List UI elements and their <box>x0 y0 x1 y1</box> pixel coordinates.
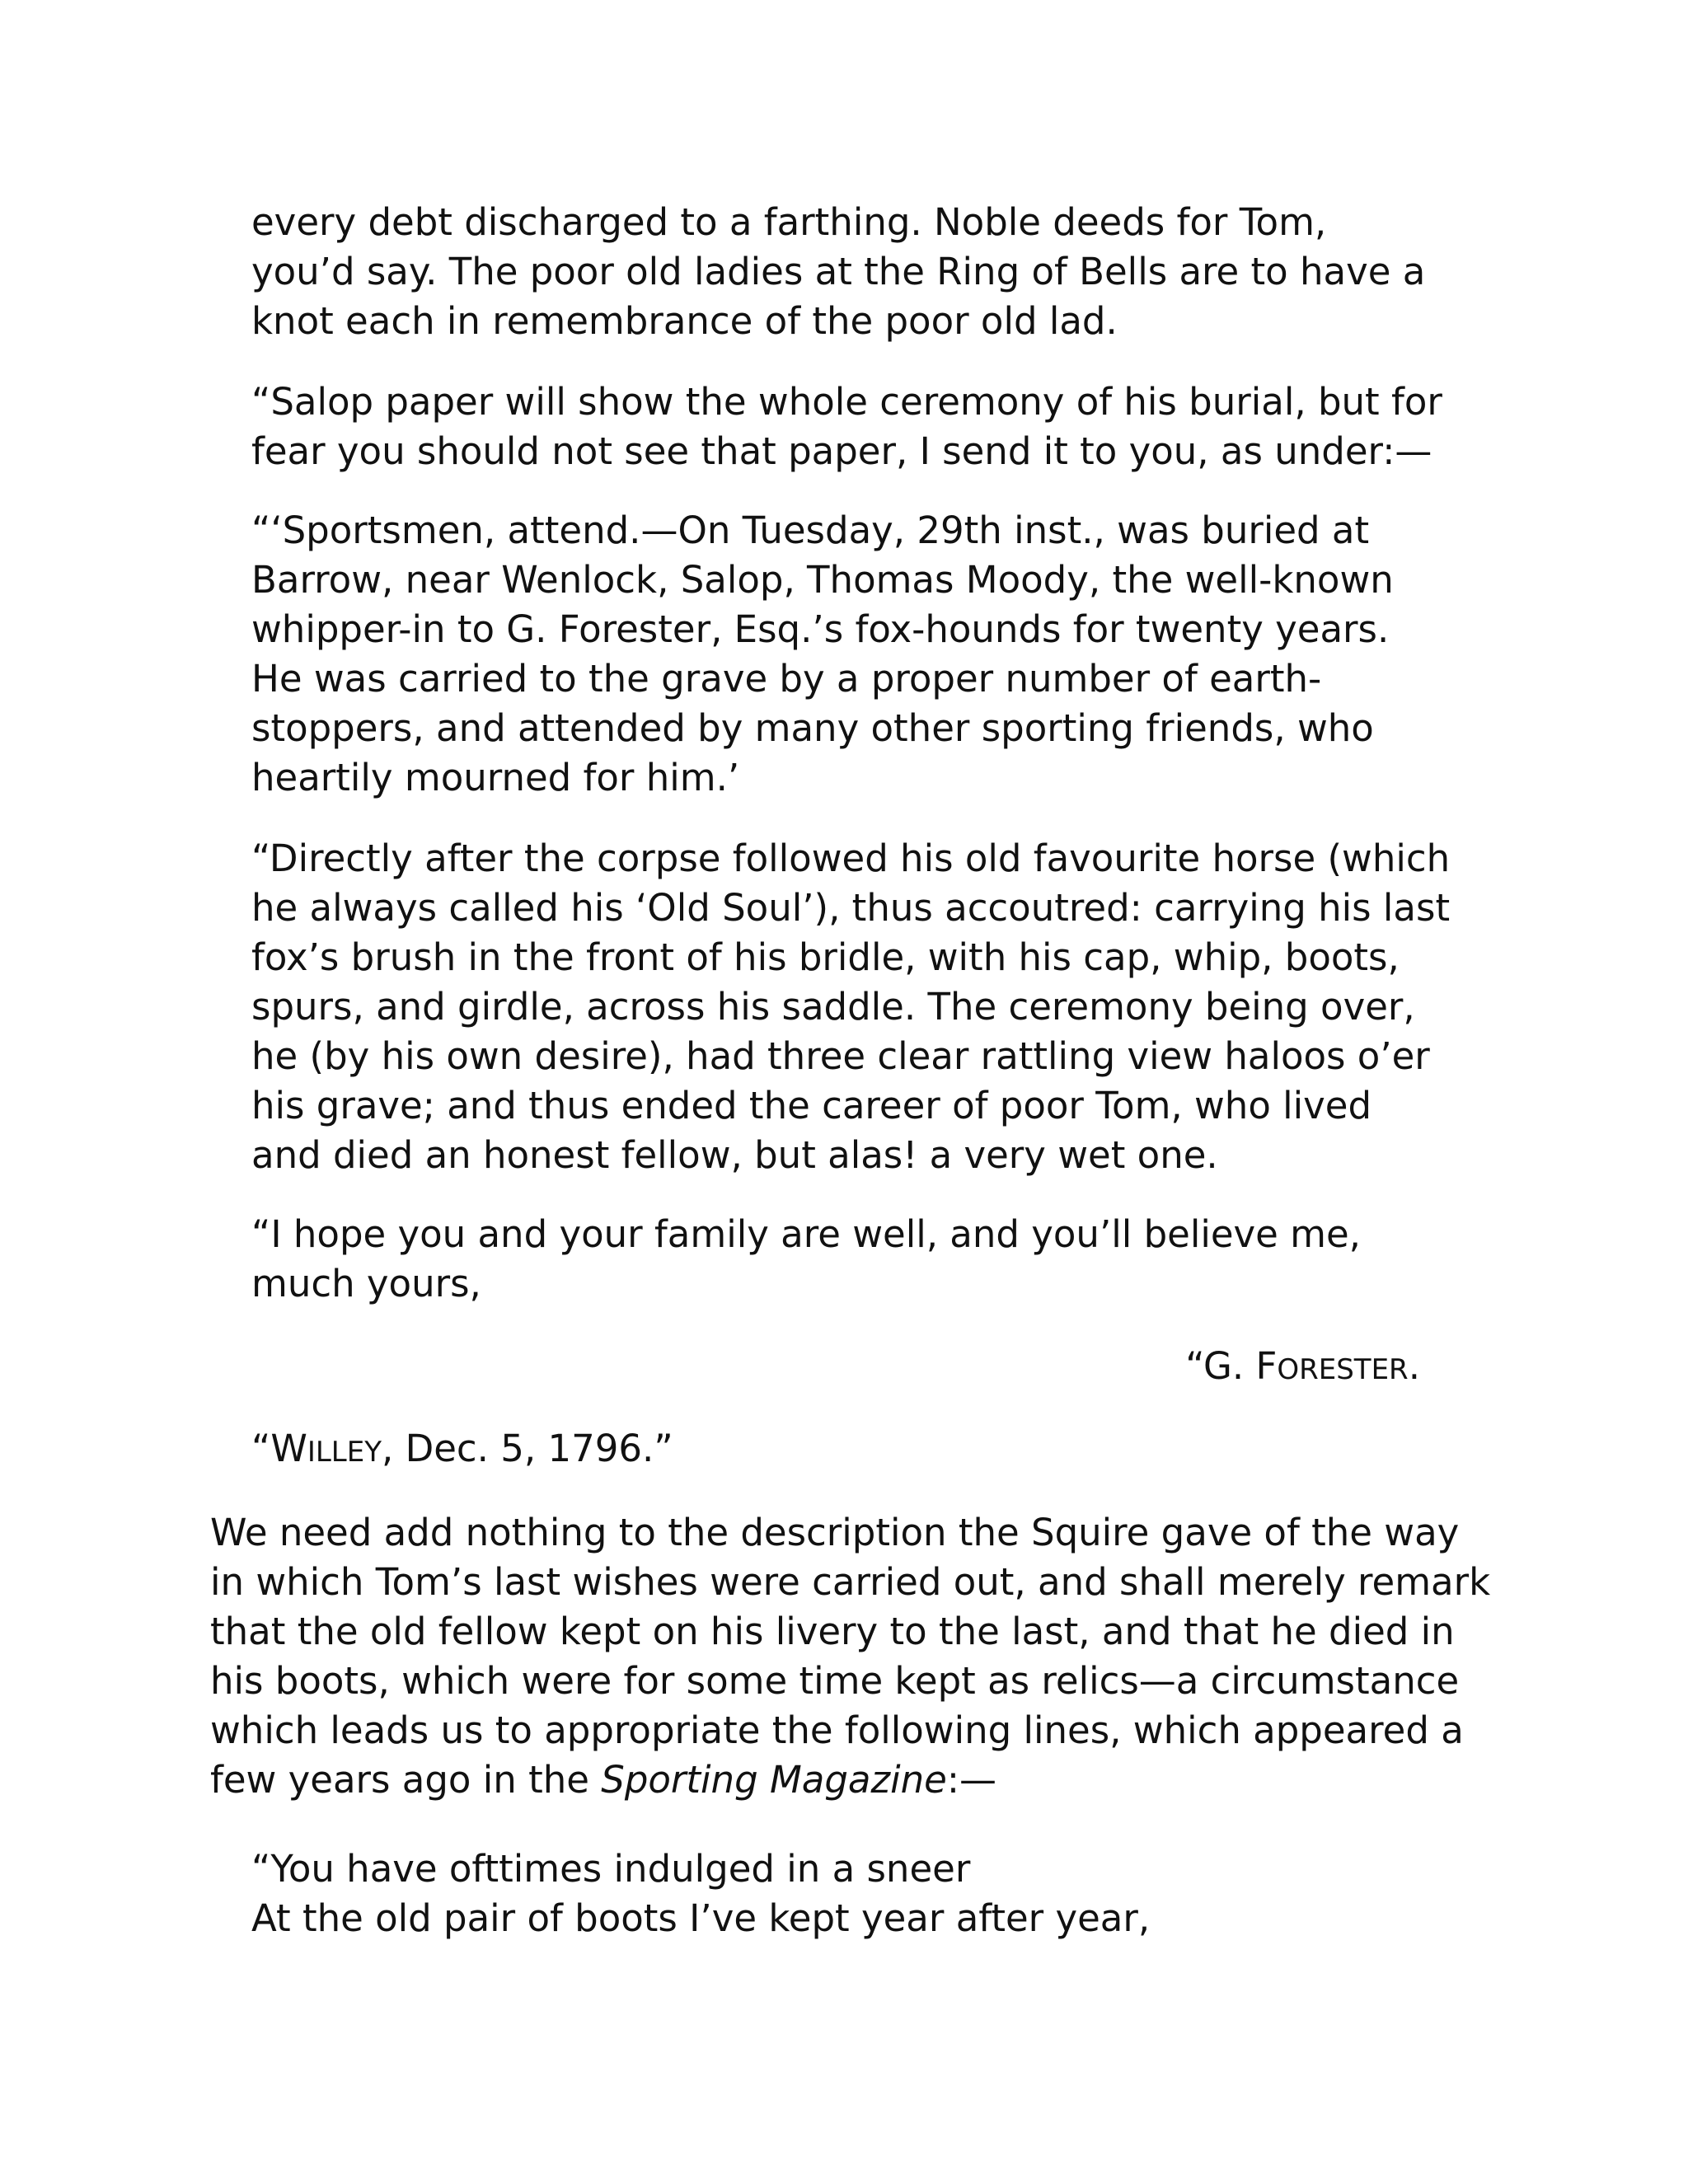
text-line: which leads us to appropriate the following lines, which appeared a <box>210 1708 1464 1752</box>
text-line: much yours, <box>251 1262 481 1305</box>
text-line: He was carried to the grave by a proper number of earth- <box>251 657 1322 701</box>
text-line: “Salop paper will show the whole ceremony of his burial, but for <box>251 380 1442 424</box>
paragraph-sportsmen-attend <box>251 506 1447 803</box>
signature-smallcaps: ORESTER <box>1277 1353 1409 1386</box>
text-line: knot each in remembrance of the poor old lad. <box>251 299 1118 343</box>
paragraph-salop-paper <box>251 377 1447 476</box>
poem-excerpt <box>251 1844 1447 1943</box>
last-line-suffix: :— <box>946 1758 996 1802</box>
dateline-line <box>251 1424 1447 1477</box>
text-line: “I hope you and your family are well, and you’ll believe me, <box>251 1212 1361 1256</box>
text-line: heartily mourned for him.’ <box>251 756 740 799</box>
text-line: he always called his ‘Old Soul’), thus accoutred: carrying his last <box>251 886 1451 930</box>
text-line: and died an honest fellow, but alas! a very wet one. <box>251 1133 1218 1177</box>
text-line: “Directly after the corpse followed his old favourite horse (which <box>251 837 1451 880</box>
text-line: in which Tom’s last wishes were carried out, and shall merely remark <box>210 1560 1491 1604</box>
text-line: his boots, which were for some time kept as relics—a circumstance <box>210 1659 1460 1703</box>
text-line-last <box>210 1755 1496 1805</box>
letter-signature <box>1185 1342 1420 1394</box>
text-line: his grave; and thus ended the career of poor Tom, who lived <box>251 1084 1372 1127</box>
poem-line: “You have ofttimes indulged in a sneer <box>251 1847 971 1891</box>
letter-dateline <box>251 1424 1447 1477</box>
paragraph-directly-after <box>251 834 1451 1180</box>
text-line: he (by his own desire), had three clear rattling view haloos o’er <box>251 1034 1430 1078</box>
last-line-prefix: few years ago in the <box>210 1758 602 1802</box>
dateline-suffix: , Dec. 5, 1796.” <box>381 1427 673 1470</box>
text-line: stoppers, and attended by many other sporting friends, who <box>251 706 1374 750</box>
text-line: whipper-in to G. Forester, Esq.’s fox-hounds for twenty years. <box>251 607 1390 651</box>
paragraph-hope-you <box>251 1210 1447 1309</box>
text-line: fear you should not see that paper, I send it to you, as under:— <box>251 429 1432 473</box>
poem-line: At the old pair of boots I’ve kept year after year, <box>251 1896 1151 1940</box>
paragraph-we-need-add <box>210 1508 1496 1805</box>
text-line: that the old fellow kept on his livery to the last, and that he died in <box>210 1610 1455 1653</box>
text-line: fox’s brush in the front of his bridle, with his cap, whip, boots, <box>251 935 1400 979</box>
paragraph-debt-discharged <box>251 198 1447 346</box>
text-line: spurs, and girdle, across his saddle. The ceremony being over, <box>251 985 1415 1029</box>
text-line: We need add nothing to the description the Squire gave of the way <box>210 1511 1460 1554</box>
text-line: you’d say. The poor old ladies at the Ring of Bells are to have a <box>251 250 1426 293</box>
dateline-smallcaps: ILLEY <box>307 1436 382 1469</box>
signature-prefix: “G. F <box>1185 1344 1278 1388</box>
text-line: “‘Sportsmen, attend.—On Tuesday, 29th inst., was buried at <box>251 509 1370 552</box>
signature-suffix: . <box>1408 1344 1420 1388</box>
dateline-prefix: “W <box>251 1427 307 1470</box>
text-line: Barrow, near Wenlock, Salop, Thomas Moody, the well-known <box>251 558 1394 602</box>
magazine-title: Sporting Magazine <box>601 1758 947 1802</box>
text-line: every debt discharged to a farthing. Noble deeds for Tom, <box>251 200 1327 244</box>
